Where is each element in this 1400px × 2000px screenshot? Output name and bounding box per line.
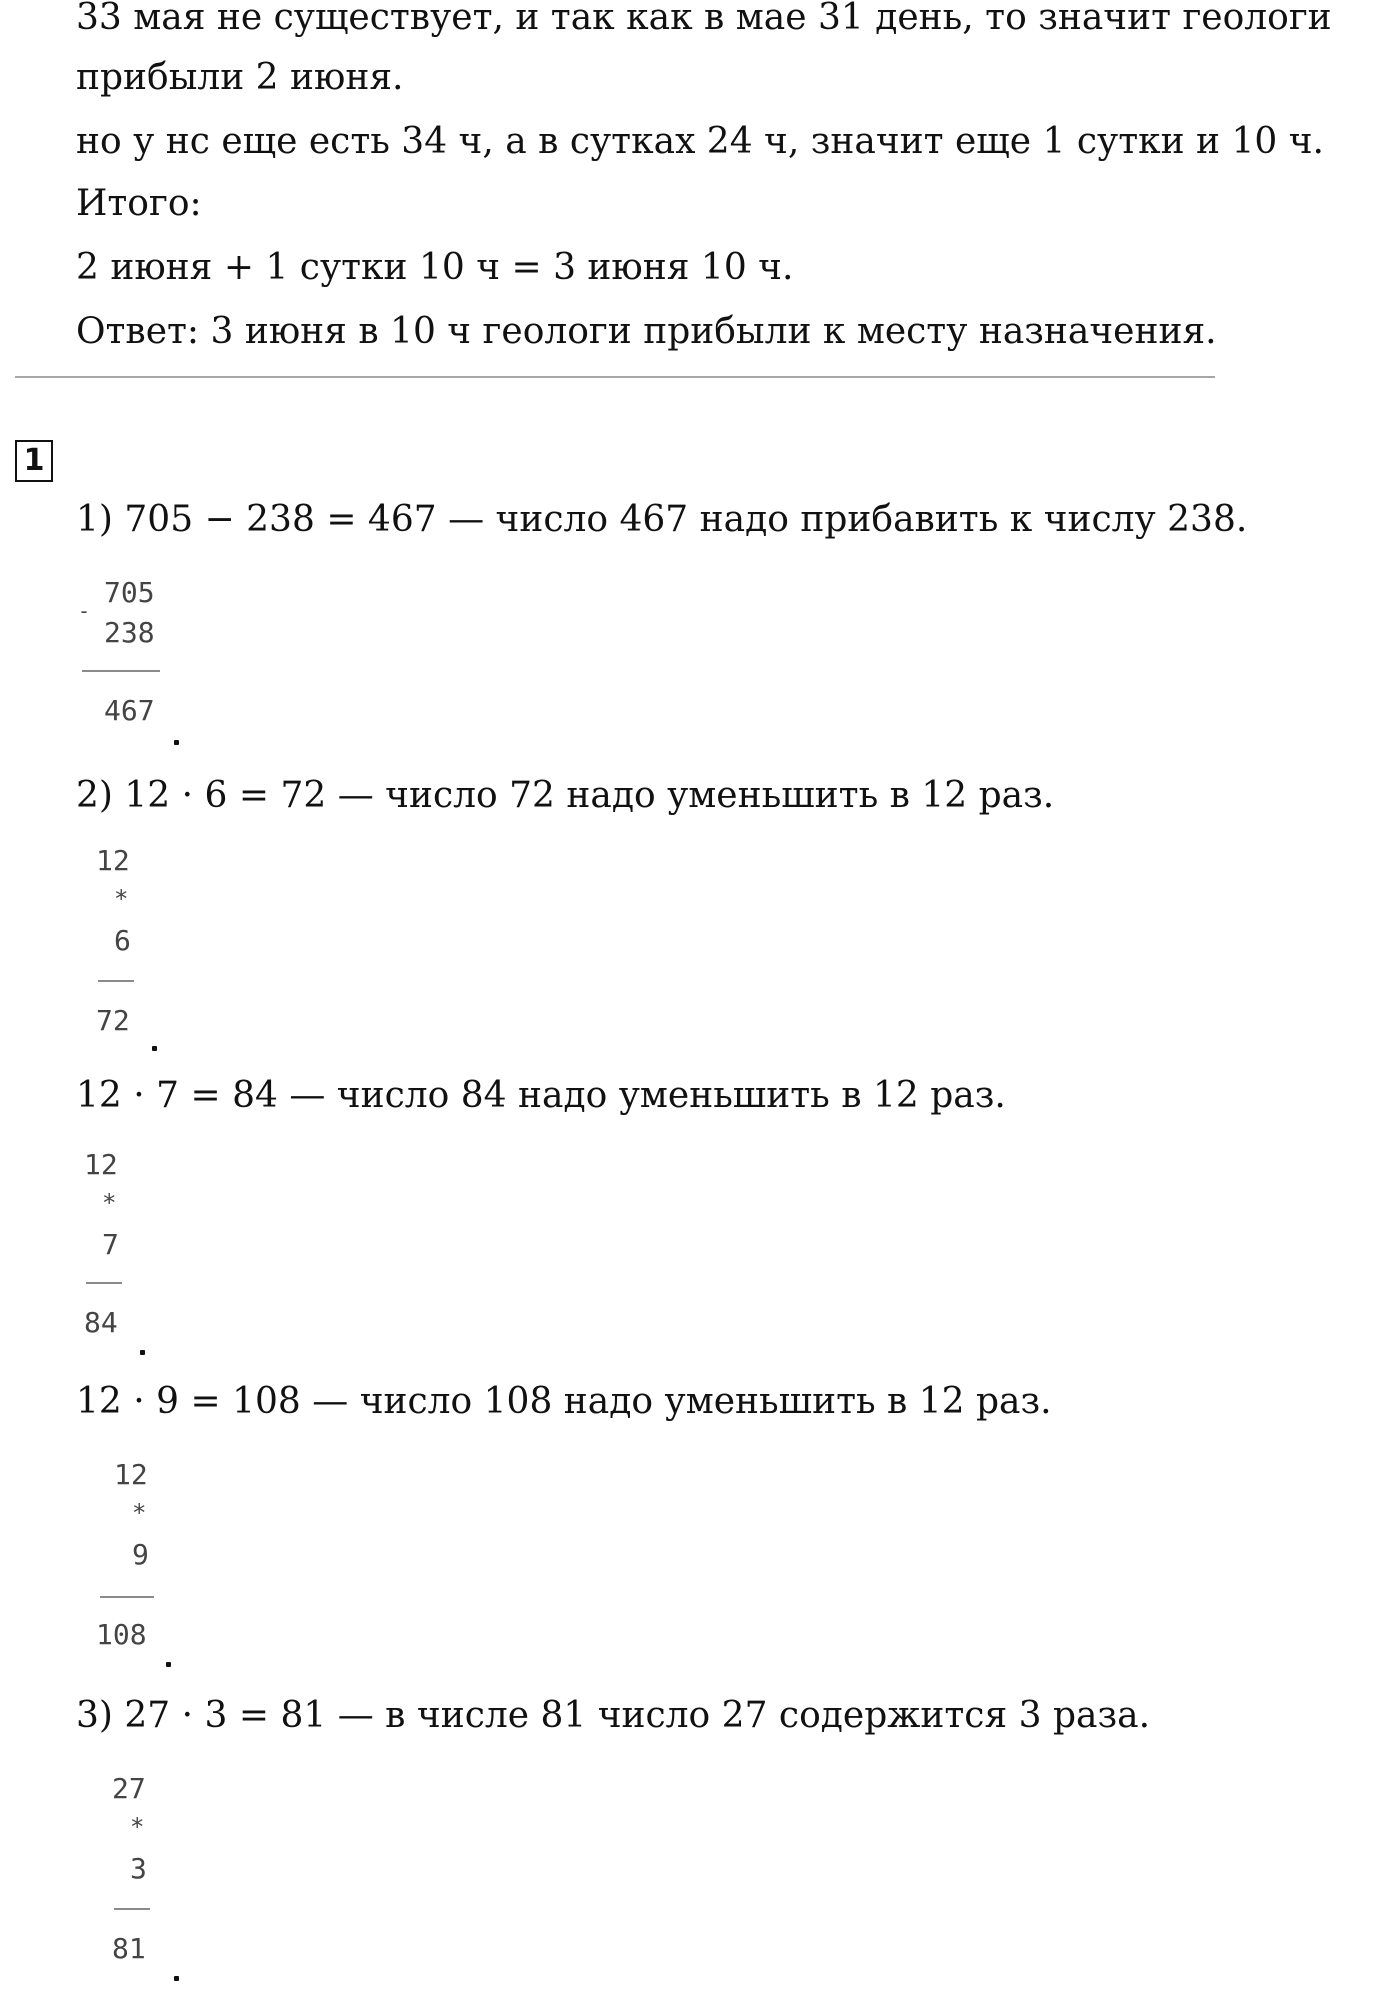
calc-result: 108 [96,1618,147,1651]
task-number-badge: 1 [15,440,53,482]
step-3-text: 3) 27 · 3 = 81 — в числе 81 число 27 содержится 3 раза. [76,1695,1151,1736]
calc-result: 72 [96,1004,130,1037]
step-2c-text: 12 · 9 = 108 — число 108 надо уменьшить в 12 раз. [76,1381,1052,1422]
calc-underline [100,1596,154,1598]
intro-line-2: прибыли 2 июня. [76,57,404,98]
calc-top-number: 12 [96,844,130,877]
calc-bottom-number: 9 [132,1538,149,1571]
calc-result: 81 [112,1932,146,1965]
step-2-text: 2) 12 · 6 = 72 — число 72 надо уменьшить в 12 раз. [76,775,1055,816]
period-dot [174,740,179,745]
multiply-sign: * [130,1813,145,1841]
calc-underline [82,670,160,672]
period-dot [166,1662,171,1667]
intro-line-1: 33 мая не существует, и так как в мае 31 день, то значит геологи [76,0,1332,38]
step-2b-text: 12 · 7 = 84 — число 84 надо уменьшить в 12 раз. [76,1075,1006,1116]
calc-result: 467 [104,694,155,727]
calc-result: 84 [84,1306,118,1339]
step-1-text: 1) 705 − 238 = 467 — число 467 надо прибавить к числу 238. [76,499,1248,540]
intro-line-5: 2 июня + 1 сутки 10 ч = 3 июня 10 ч. [76,247,794,288]
multiply-sign: * [114,885,129,913]
multiply-sign: * [102,1189,117,1217]
period-dot [152,1046,157,1051]
calc-top-number: 27 [112,1772,146,1805]
calc-bottom-number: 238 [104,616,155,649]
calc-underline [86,1282,122,1284]
calc-bottom-number: 6 [114,924,131,957]
calc-underline [98,980,134,982]
calc-bottom-number: 7 [102,1228,119,1261]
calc-bottom-number: 3 [130,1852,147,1885]
intro-line-4: Итого: [76,183,202,224]
minus-sign: - [78,599,91,623]
calc-underline [114,1908,150,1910]
calc-top-number: 12 [84,1148,118,1181]
calc-top-number: 12 [114,1458,148,1491]
calc-top-number: 705 [104,576,155,609]
multiply-sign: * [132,1499,147,1527]
period-dot [140,1350,145,1355]
period-dot [174,1976,179,1981]
answer-line: Ответ: 3 июня в 10 ч геологи прибыли к месту назначения. [76,311,1217,352]
section-divider [15,376,1215,378]
intro-line-3: но у нс еще есть 34 ч, а в сутках 24 ч, значит еще 1 сутки и 10 ч. [76,121,1324,162]
